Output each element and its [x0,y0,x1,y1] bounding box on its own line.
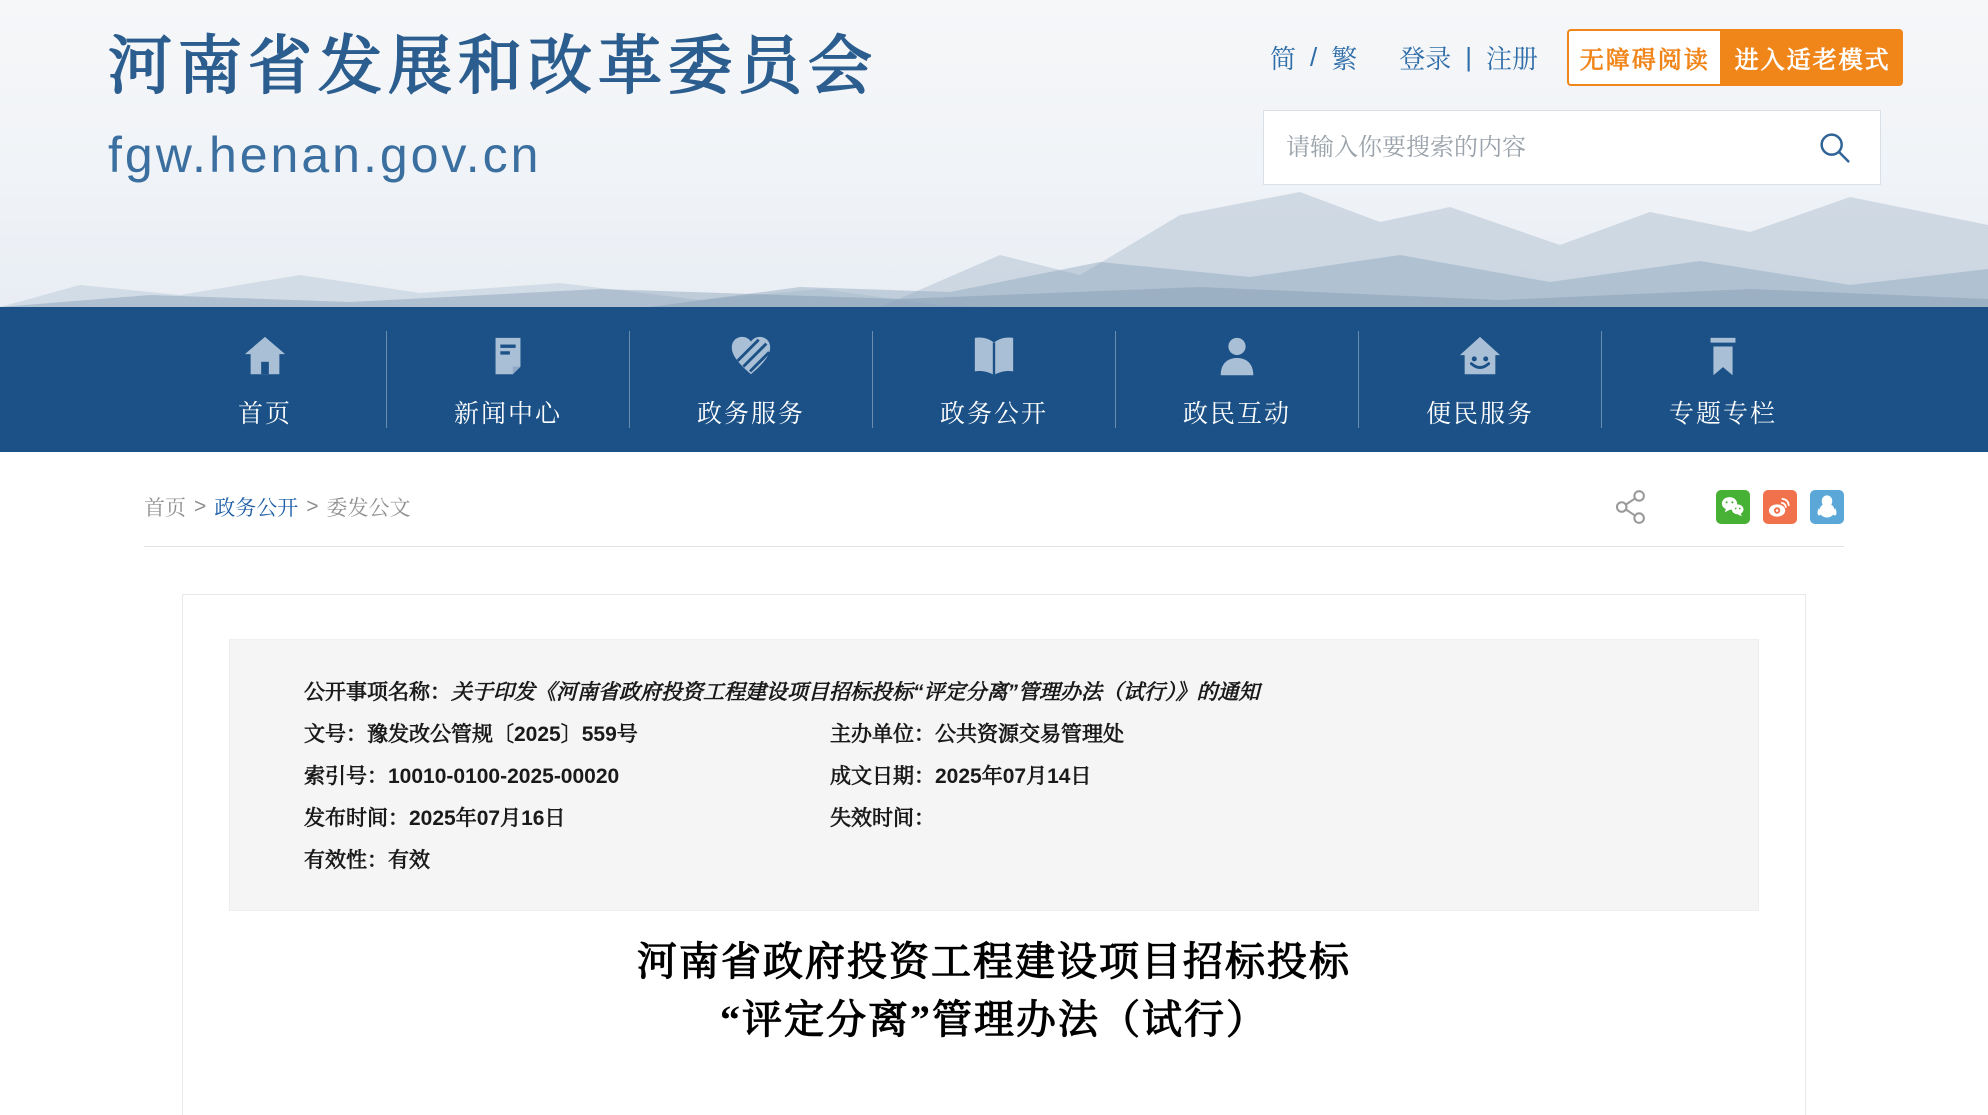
meta-expiry-date-label: 失效时间： [830,807,935,830]
meta-publish-date-label: 发布时间： [304,807,409,830]
meta-doc-number-label: 文号： [304,723,367,746]
search-input[interactable] [1286,134,1812,162]
meta-validity-value: 有效 [388,849,430,872]
site-header [0,0,1988,307]
elder-mode-button[interactable]: 进入适老模式 [1722,29,1903,86]
meta-expiry-date [830,798,1684,840]
home-icon [242,334,288,380]
nav-label: 政民互动 [1182,399,1291,428]
weibo-share-icon[interactable] [1763,490,1797,524]
nav-label: 便民服务 [1425,399,1534,428]
site-logo[interactable] [108,30,878,184]
main-nav [0,307,1988,452]
news-icon [485,334,531,380]
qq-share-icon[interactable] [1810,490,1844,524]
breadcrumb-home[interactable]: 首页 [144,497,186,520]
breadcrumb [144,492,411,522]
nav-label: 政务公开 [939,399,1048,428]
header-right [1263,29,1903,185]
nav-label: 专题专栏 [1668,399,1777,428]
meta-validity [304,840,830,882]
meta-organizer-label: 主办单位： [830,723,935,746]
site-url: fgw.henan.gov.cn [108,126,542,183]
document-title-line2: “评定分离”管理办法（试行） [720,997,1268,1042]
meta-subject-value: 关于印发《河南省政府投资工程建设项目招标投标“评定分离”管理办法（试行）》的通知 [451,681,1260,704]
meta-organizer [830,714,1684,756]
lang-separator: / [1310,42,1318,72]
document-title-line1: 河南省政府投资工程建设项目招标投标 [637,939,1351,984]
meta-validity-label: 有效性： [304,849,388,872]
lang-simplified-link[interactable]: 简 [1270,44,1297,74]
nav-item-interaction[interactable] [1116,307,1358,452]
breadcrumb-disclosure[interactable]: 政务公开 [214,497,299,520]
document-card [182,594,1806,1115]
lang-traditional-link[interactable]: 繁 [1331,44,1358,74]
search-icon [1815,128,1855,168]
header-top-row [1263,29,1903,86]
share-nodes-icon[interactable] [1613,488,1651,526]
meta-organizer-value: 公共资源交易管理处 [935,723,1124,746]
breadcrumb-separator: > [306,495,319,518]
nav-label: 首页 [237,399,292,428]
smile-house-icon [1457,334,1503,380]
service-heart-icon [728,334,774,380]
nav-label: 新闻中心 [453,399,562,428]
main-nav-inner [144,307,1844,452]
search-button[interactable] [1812,125,1858,171]
person-icon [1214,334,1260,380]
nav-label: 政务服务 [696,399,805,428]
nav-item-services[interactable] [630,307,872,452]
document-meta-box [229,639,1759,911]
wechat-share-icon[interactable] [1716,490,1750,524]
meta-doc-number [304,714,830,756]
site-name: 河南省发展和改革委员会 [108,30,878,102]
register-link[interactable]: 注册 [1486,44,1539,74]
nav-item-disclosure[interactable] [873,307,1115,452]
bookmark-icon [1700,334,1746,380]
breadcrumb-separator: > [194,495,207,518]
document-title [183,933,1805,1049]
breadcrumb-current: 委发公文 [326,497,411,520]
meta-index-number [304,756,830,798]
meta-subject-label: 公开事项名称： [304,681,451,704]
meta-index-number-value: 10010-0100-2025-00020 [388,765,620,788]
login-link[interactable]: 登录 [1399,44,1452,74]
meta-issue-date-value: 2025年07月14日 [935,765,1092,788]
accessibility-button[interactable]: 无障碍阅读 [1567,29,1722,86]
open-book-icon [971,334,1017,380]
nav-item-news[interactable] [387,307,629,452]
nav-item-convenience[interactable] [1359,307,1601,452]
nav-item-topics[interactable] [1602,307,1844,452]
meta-doc-number-value: 豫发改公管规〔2025〕559号 [367,723,638,746]
meta-subject [304,672,1684,714]
auth-separator: | [1465,42,1473,72]
header-links [1263,39,1545,76]
meta-publish-date-value: 2025年07月16日 [409,807,566,830]
meta-issue-date-label: 成文日期： [830,765,935,788]
breadcrumb-row [144,452,1844,547]
share-area [1613,488,1844,526]
nav-item-home[interactable] [144,307,386,452]
meta-issue-date [830,756,1684,798]
meta-index-number-label: 索引号： [304,765,388,788]
search-box [1263,110,1881,185]
meta-publish-date [304,798,830,840]
